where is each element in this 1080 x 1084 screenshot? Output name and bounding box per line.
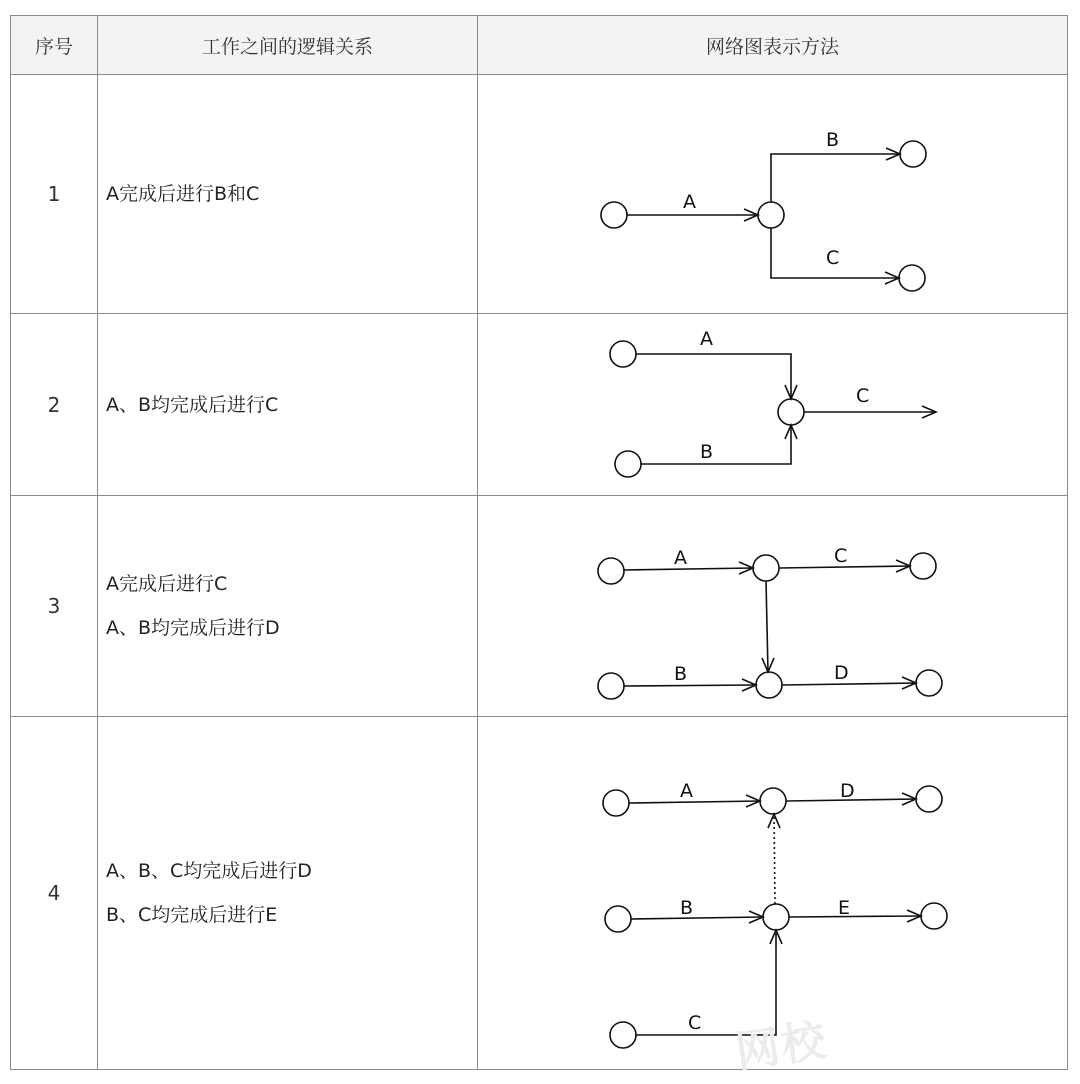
arrow-B [771,154,900,202]
arrow-dep [766,581,768,672]
label-B: B [826,129,840,151]
node [610,341,636,367]
header-index: 序号 [11,16,98,75]
node [601,202,627,228]
node [756,672,782,698]
node [916,786,942,812]
row-relation [98,75,478,314]
row-relation [98,717,478,1070]
relation-text: B、C均完成后进行E [106,904,278,926]
network-diagram-cell [478,314,1068,496]
node [760,788,786,814]
node [603,790,629,816]
node [763,904,789,930]
row-relation [98,496,478,717]
relation-text: A、B均完成后进行D [106,617,280,639]
label-E: E [838,897,851,919]
header-diagram: 网络图表示方法 [478,16,1068,75]
logic-relation-table [10,15,1068,1070]
node [916,670,942,696]
node [605,906,631,932]
network-diagram-1 [478,75,1068,313]
label-B: B [700,441,714,463]
arrow-D [782,683,916,685]
relation-text: A完成后进行C [106,573,228,595]
network-diagram-2 [478,314,1068,495]
node [899,265,925,291]
label-B: B [674,663,688,685]
node [778,399,804,425]
arrow-A [624,568,753,570]
row-index: 2 [11,314,98,496]
node [615,451,641,477]
label-A: A [674,547,687,569]
row-relation [98,314,478,496]
network-diagram-cell [478,75,1068,314]
row-index: 1 [11,75,98,314]
arrow-B [631,917,763,919]
table-header-row [11,16,1068,75]
label-B: B [680,897,694,919]
node [598,673,624,699]
row-index: 4 [11,717,98,1070]
arrow-E [789,916,921,917]
relation-text: A、B均完成后进行C [106,393,279,416]
table-row [11,717,1068,1070]
arrow-A [636,354,791,399]
arrow-B [641,425,791,464]
relation-text: A完成后进行B和C [106,183,260,205]
table-row [11,496,1068,717]
arrow-B [624,685,756,686]
label-C: C [688,1012,702,1034]
label-A: A [683,191,696,213]
label-C: C [826,247,840,269]
arrow-A [629,801,760,803]
row-index: 3 [11,496,98,717]
header-relation: 工作之间的逻辑关系 [98,16,478,75]
node [598,558,624,584]
node [900,141,926,167]
network-diagram-cell [478,496,1068,717]
network-diagram-3 [478,496,1068,716]
node [610,1022,636,1048]
label-A: A [680,780,693,802]
label-D: D [834,662,849,684]
node [758,202,784,228]
table-row [11,314,1068,496]
table-row [11,75,1068,314]
node [753,555,779,581]
dummy-arrow [774,814,775,904]
arrowhead [768,814,780,828]
label-A: A [700,328,713,350]
label-C: C [834,545,848,567]
node [921,903,947,929]
label-C: C [856,385,870,407]
node [910,553,936,579]
watermark: 网校 [732,1014,831,1079]
label-D: D [840,780,855,802]
relation-text: A、B、C均完成后进行D [106,860,312,882]
